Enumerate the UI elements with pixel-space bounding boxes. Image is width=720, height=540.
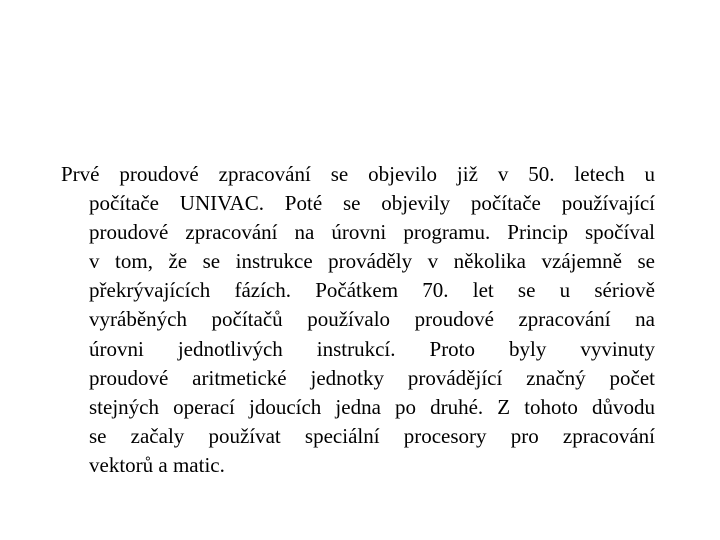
paragraph-line-8: proudové aritmetické jednotky provádějící značný počet [89, 365, 655, 390]
paragraph-line-6: vyráběných počítačů používalo proudové zpracování na [89, 307, 655, 332]
paragraph-line-9: stejných operací jdoucích jedna po druhé. Z tohoto důvodu [89, 394, 655, 419]
paragraph-line-3: proudové zpracování na úrovni programu. Princip spočíval [89, 220, 655, 245]
paragraph-line-5: překrývajících fázích. Počátkem 70. let se u sériově [89, 278, 655, 303]
paragraph-line-10: se začaly používat speciální procesory pro zpracování [89, 423, 655, 448]
body-paragraph [61, 160, 655, 480]
paragraph-line-1: Prvé proudové zpracování se objevilo již v 50. letech u [61, 162, 655, 186]
paragraph-line-11: vektorů a matic. [89, 452, 225, 477]
paragraph-line-7: úrovni jednotlivých instrukcí. Proto byly vyvinuty [89, 336, 655, 361]
paragraph-line-2: počítače UNIVAC. Poté se objevily počítače používající [89, 191, 655, 216]
paragraph-line-4: v tom, že se instrukce prováděly v několika vzájemně se [89, 249, 655, 274]
